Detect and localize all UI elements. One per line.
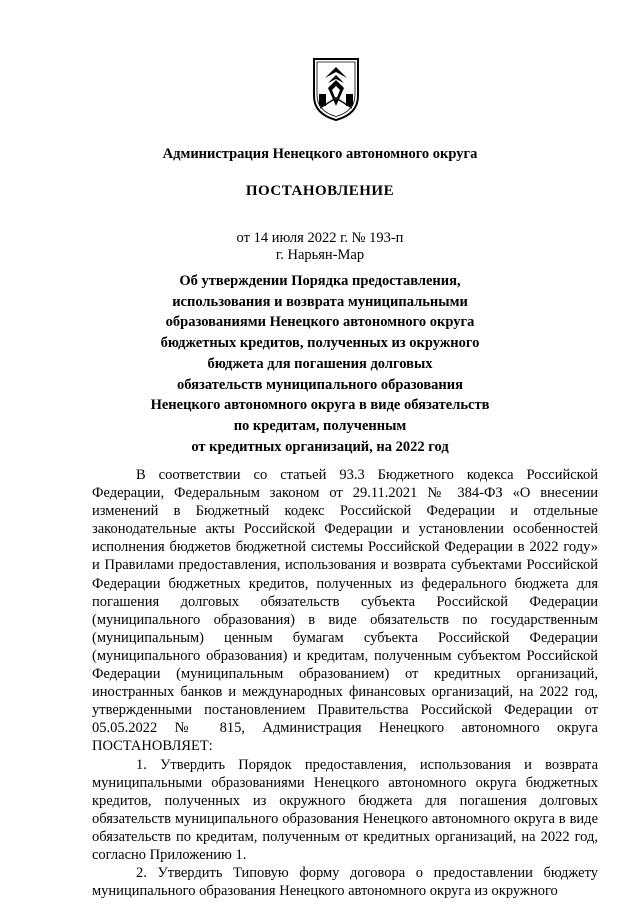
title-line: использования и возврата муниципальными [172, 293, 468, 310]
organization-name: Администрация Ненецкого автономного округа [162, 146, 478, 162]
coat-of-arms-emblem [311, 56, 361, 122]
place: г. Нарьян-Мар [275, 247, 365, 263]
title-line: Об утверждении Порядка предоставления, [179, 273, 461, 289]
title-line: от кредитных организаций, на 2022 год [191, 438, 449, 455]
item-1-paragraph: 1. Утвердить Порядок предоставления, использования и возврата муниципальными образованиями Ненецкого автономного округа бюджетных кредитов, полученных из окружного бюджета для погашения долговых обязательств муниципального образования Ненецкого автономного округа в виде обязательств по кредитам, полученным от кредитных организаций, на 2022 год, согласно Приложению 1. [92, 756, 598, 863]
date-number: от 14 июля 2022 г. № 193-п [236, 230, 404, 246]
document-title [60, 271, 580, 457]
title-line: обязательств муниципального образования [177, 376, 463, 393]
item-2-paragraph: 2. Утвердить Типовую форму договора о предоставлении бюджету муниципального образования Ненецкого автономного округа из окружного [92, 865, 598, 900]
title-line: Ненецкого автономного округа в виде обязательств [150, 397, 490, 414]
date-place-block [60, 230, 580, 264]
title-line: бюджетных кредитов, полученных из окружного [160, 335, 480, 352]
title-line: образованиями Ненецкого автономного округа [165, 314, 475, 331]
preamble-paragraph: В соответствии со статьей 93.3 Бюджетного кодекса Российской Федерации, Федеральным законом от 29.11.2021 № 384-ФЗ «О внесении изменений в Бюджетный кодекс Российской Федерации и отдельные законодательные акты Российской Федерации и установлении особенностей исполнения бюджетов бюджетной системы Российской Федерации в 2022 году» и Правилами предоставления, использования и возврата субъектами Российской Федерации бюджетных кредитов, полученных из федерального бюджета для погашения долговых обязательств субъекта Российской Федерации (муниципального образования) в виде обязательств по государственным (муниципальным) ценным бумагам субъекта Российской Федерации (муниципального образования) и кредитам, полученным субъектом Российской Федерации (муниципальным образованием) от кредитных организаций, иностранных банков и международных финансовых организаций, на 2022 год, утвержденными постановлением Правительства Российской Федерации от 05.05.2022 № 815, Администрация Ненецкого автономного округа ПОСТАНОВЛЯЕТ: [92, 467, 598, 755]
document-type: ПОСТАНОВЛЕНИЕ [245, 183, 395, 199]
title-line: по кредитам, полученным [233, 417, 407, 434]
document-body [92, 466, 598, 900]
title-line: бюджета для погашения долговых [207, 355, 433, 372]
